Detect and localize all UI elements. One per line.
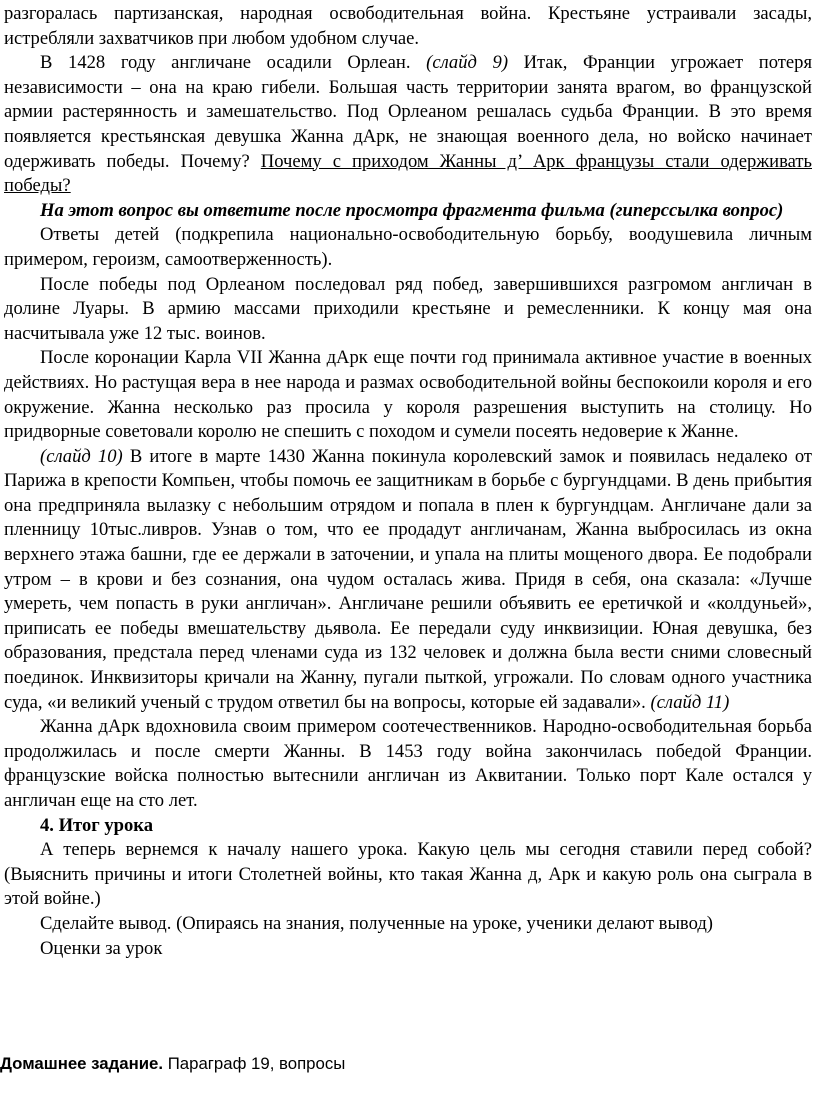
homework-text: Параграф 19, вопросы: [163, 1054, 346, 1073]
slide-11-marker: (слайд 11): [650, 691, 730, 713]
film-fragment-note: На этот вопрос вы ответите после просмотра фрагмента фильма (гиперссылка вопрос): [40, 199, 784, 221]
paragraph-grades: Оценки за урок: [40, 937, 163, 959]
homework-line: [0, 1052, 812, 1076]
orleans-siege-text: В 1428 году англичане осадили Орлеан.: [40, 52, 427, 74]
paragraph-children-answers: Ответы детей (подкрепила национально-освободительную борьбу, воодушевила личным примером, героизм, самоотверженность).: [4, 224, 812, 270]
paragraph-return-to-goal: А теперь вернемся к началу нашего урока. Какую цель мы сегодня ставили перед собой? (Выяснить причины и итоги Столетней войны, кто такая Жанна д, Арк и какую роль она сыграла в этой войне.): [4, 839, 812, 910]
paragraph-orleans-siege: [4, 51, 812, 199]
document-body: [4, 2, 812, 961]
paragraph-loire-victories: После победы под Орлеаном последовал ряд побед, завершившихся разгромом англичан в долине Луары. В армию массами приходили крестьяне и ремесленники. К концу мая она насчитывала уже 12 тыс. воинов.: [4, 273, 812, 344]
section-heading-lesson-summary: 4. Итог урока: [40, 814, 153, 836]
paragraph-capture-trial: [4, 445, 812, 716]
capture-trial-text: В итоге в марте 1430 Жанна покинула королевский замок и появилась недалеко от Парижа в крепости Компьен, чтобы помочь ее защитникам в борьбе с бургундцами. В день прибытия она предприняла вылазку с небольшим отрядом и попала в плен к бургундцам. Англичане дали за пленницу 10тыс.ливров. Узнав о том, что ее продадут англичанам, Жанна выбросилась из окна верхнего этажа башни, где ее держали в заточении, и упала на плиты мощеного двора. Ее подобрали утром – в крови и без сознания, она чудом осталась жива. Придя в себя, она сказала: «Лучше умереть, чем попасть в руки англичан». Англичане решили объявить ее еретичкой и «колдуньей», приписать ее победы вмешательству дьявола. Ее передали суду инквизиции. Юная девушка, без образования, предстала перед членами суда из 132 человек и должна была вести сними словесный поединок. Инквизиторы кричали на Жанну, пугали пыткой, угрожали. По словам одного участника суда, «и великий ученый с трудом ответил бы на вопросы, которые ей задавали».: [4, 445, 812, 713]
paragraph-war-end: Жанна дАрк вдохновила своим примером соотечественников. Народно-освободительная борьба продолжилась и после смерти Жанны. В 1453 году война закончилась победой Франции. французские войска полностью вытеснили англичан из Аквитании. Только порт Кале остался у англичан еще на сто лет.: [4, 716, 812, 811]
slide-9-marker: (слайд 9): [426, 52, 509, 74]
key-question: Почему с приходом Жанны д’ Арк французы стали одерживать победы?: [4, 150, 812, 197]
homework-label: Домашнее задание.: [0, 1054, 164, 1073]
paragraph-conclusion: Сделайте вывод. (Опираясь на знания, полученные на уроке, ученики делают вывод): [40, 912, 713, 934]
paragraph-partisan-war: разгоралась партизанская, народная освободительная война. Крестьяне устраивали засады, истребляли захватчиков при любом удобном случае.: [4, 3, 812, 49]
slide-10-marker: (слайд 10): [40, 445, 123, 467]
paragraph-coronation: После коронации Карла VII Жанна дАрк еще почти год принимала активное участие в военных действиях. Но растущая вера в нее народа и размах освободительной войны беспокоили короля и его окружение. Жанна несколько раз просила у короля разрешения выступить на столицу. Но придворные советовали королю не спешить с походом и сумели посеять недоверие к Жанне.: [4, 347, 812, 443]
threat-text: Итак, Франции угрожает потеря независимости – она на краю гибели. Большая часть территории занята врагом, во французской армии растерянность и замешательство. Под Орлеаном решалась судьба Франции. В это время появляется крестьянская девушка Жанна дАрк, не знающая военного дела, но войско начинает одерживать победы. Почему?: [4, 52, 812, 172]
